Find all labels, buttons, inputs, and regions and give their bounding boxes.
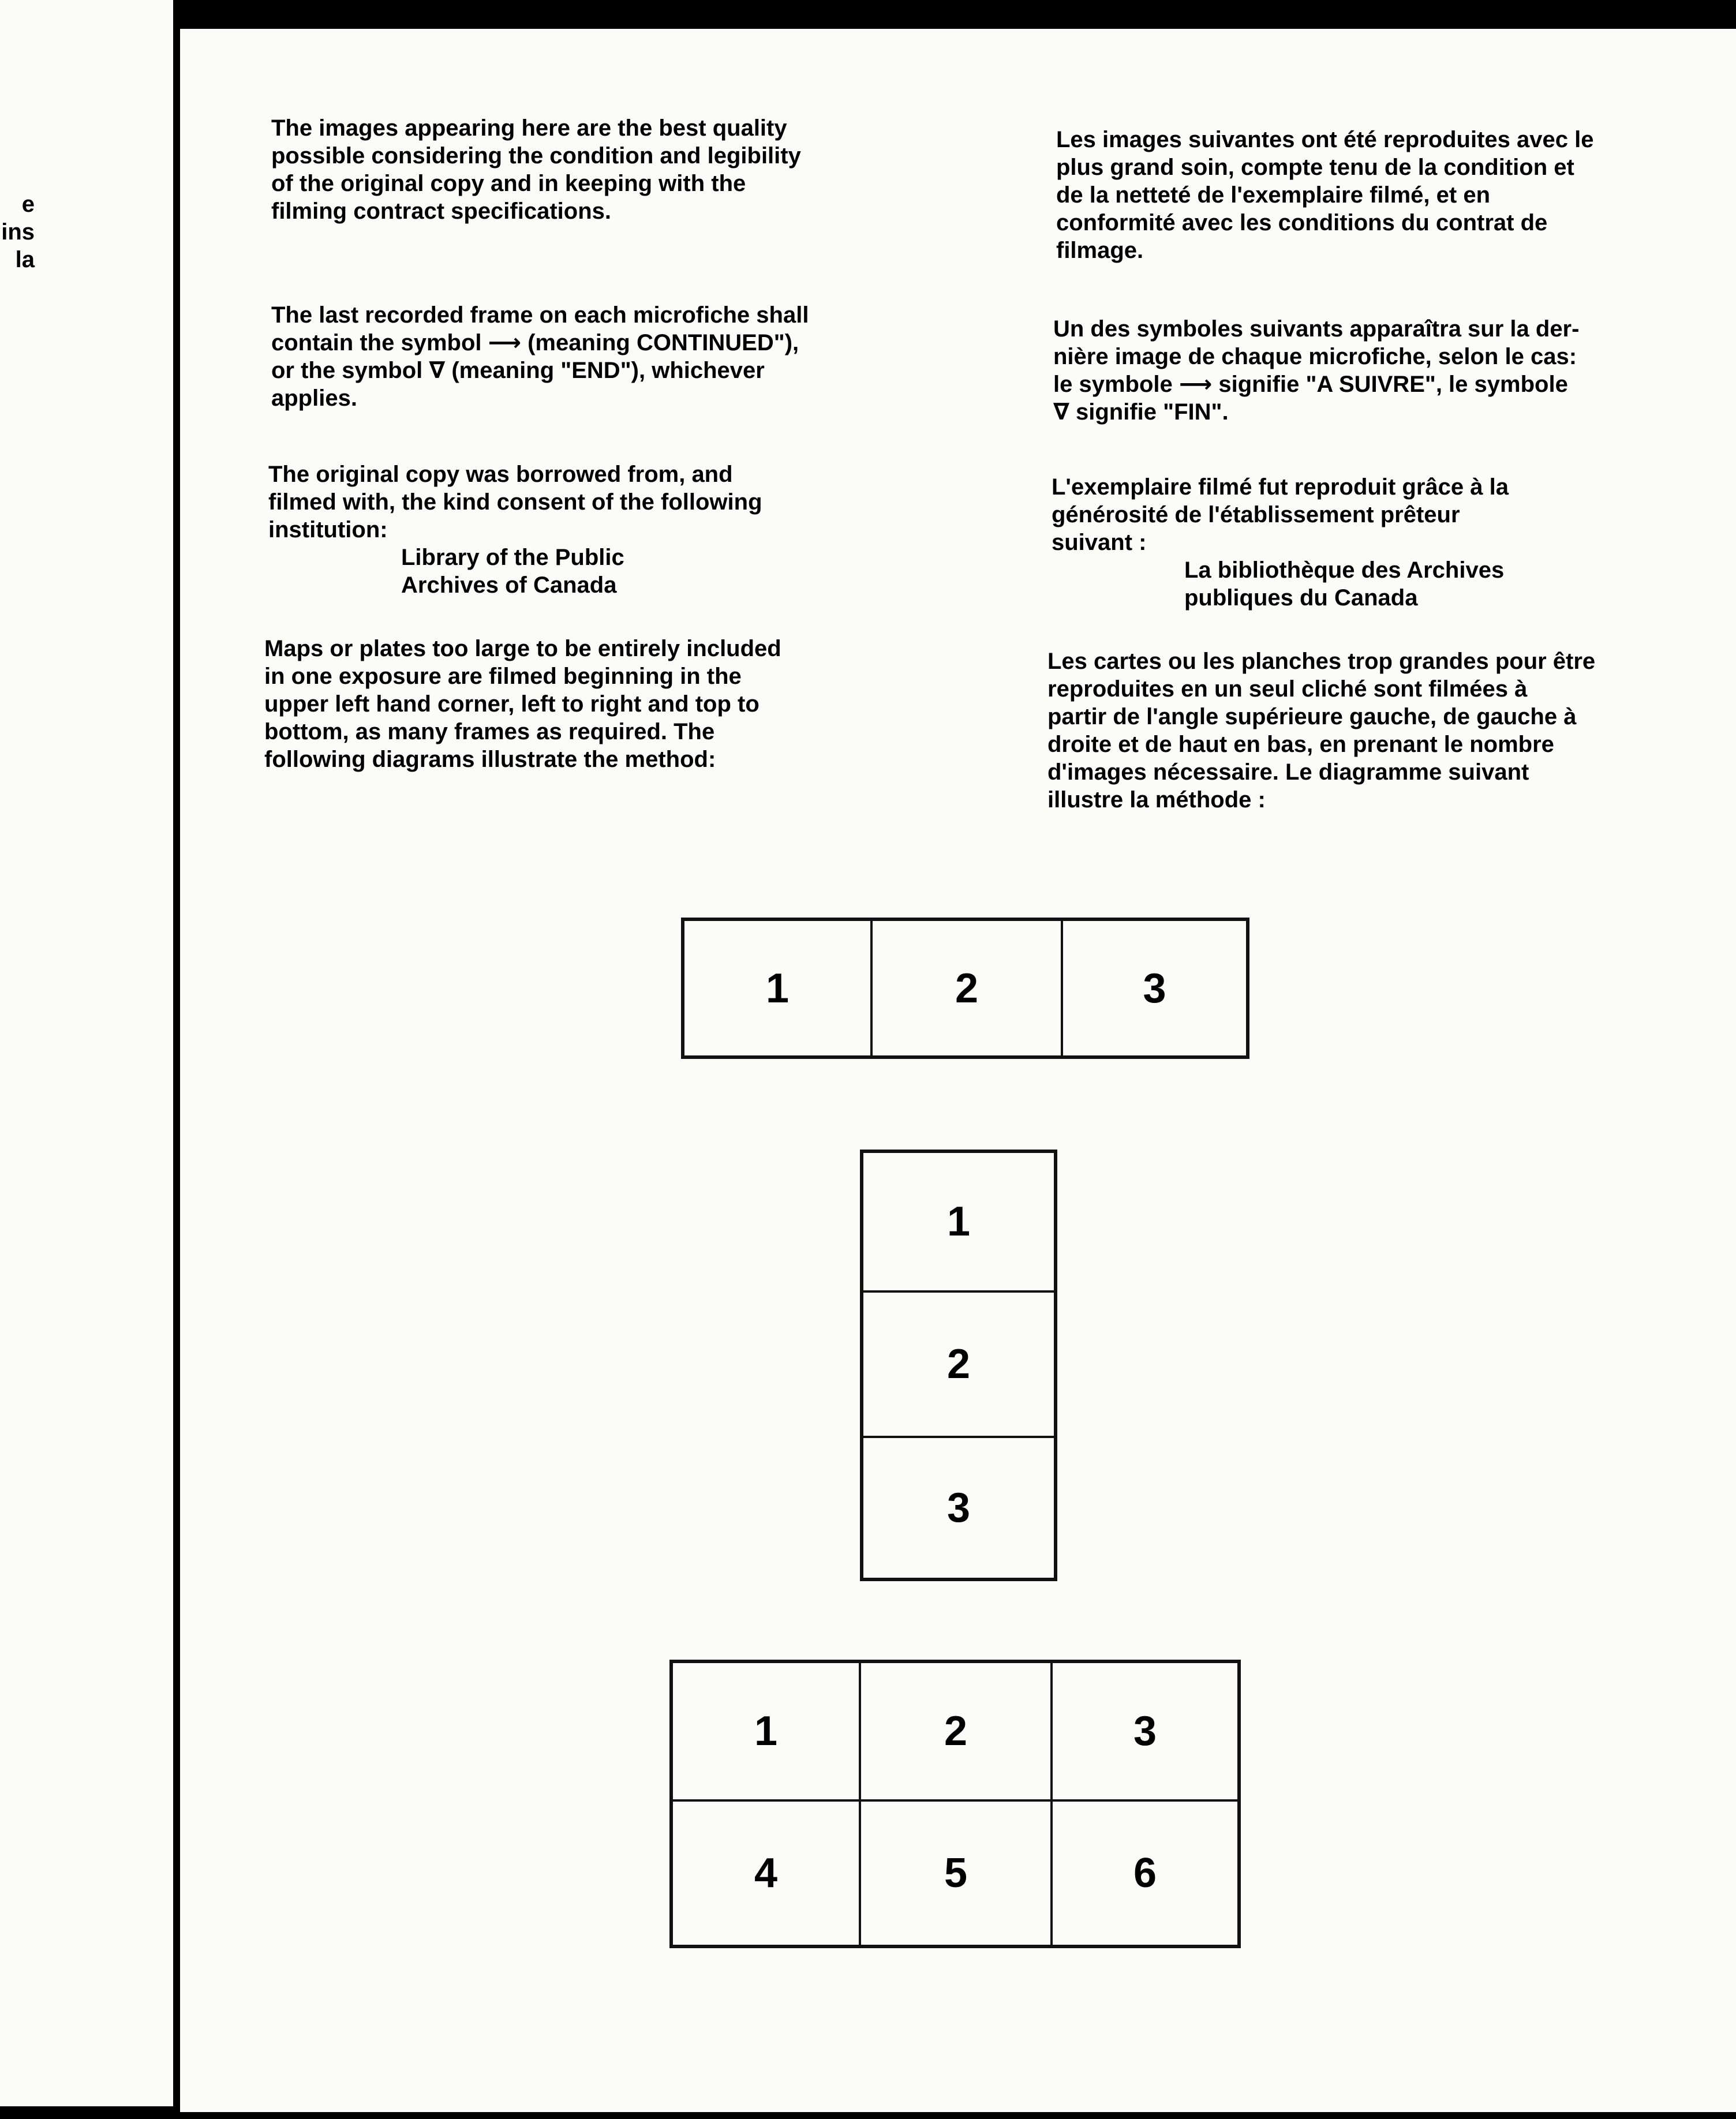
english-institution-paragraph: [268, 461, 762, 599]
frame-cell: 5: [861, 1802, 1053, 1945]
french-consent-text: L'exemplaire filmé fut reproduit grâce à la générosité de l'établissement prêteur suivant :: [1052, 474, 1509, 555]
english-quality-paragraph: The images appearing here are the best quality possible considering the condition and legibility of the original copy and in keeping with the filming contract specifications.: [271, 115, 801, 224]
english-consent-text: The original copy was borrowed from, and filmed with, the kind consent of the following institution:: [268, 462, 762, 542]
frame-cell: 1: [863, 1153, 1054, 1293]
frame-cell: 3: [1143, 965, 1166, 1012]
left-fragment-line: ins: [1, 219, 35, 245]
diagram-row-frames: [681, 918, 1249, 1059]
english-maps-paragraph: Maps or plates too large to be entirely included in one exposure are filmed beginning in the upper left hand corner, left to right and top to bottom, as many frames as required. The following diagrams illustrate the method:: [264, 636, 781, 772]
frame-cell: 1: [673, 1663, 861, 1802]
diagram-column-frames: [860, 1150, 1057, 1581]
left-page: [0, 0, 173, 2106]
frame-cell: 1: [684, 921, 873, 1055]
french-quality-paragraph: Les images suivantes ont été reproduites avec le plus grand soin, compte tenu de la condition et de la netteté de l'exemplaire filmé, et en conformité avec les conditions du contrat de filmage.: [1056, 127, 1594, 263]
frame-cell: 6: [1133, 1850, 1157, 1896]
frame-cell: 3: [1053, 1663, 1237, 1802]
frame-cell: 2: [863, 1293, 1054, 1438]
french-maps-paragraph: Les cartes ou les planches trop grandes pour être reproduites en un seul cliché sont filmées à partir de l'angle supérieure gauche, de gauche à droite et de haut en bas, en prenant le nombre d'images nécessaire. Le diagramme suivant illustre la méthode :: [1047, 649, 1596, 813]
french-institution-paragraph: [1052, 473, 1509, 612]
diagram-grid-frames: [669, 1660, 1241, 1948]
frame-cell: 2: [873, 921, 1063, 1055]
french-institution-name: La bibliothèque des Archives publiques du Canada: [1184, 557, 1505, 611]
left-fragment-line: la: [15, 247, 35, 272]
frame-cell: 4: [673, 1802, 861, 1945]
frame-cell: 2: [861, 1663, 1053, 1802]
french-symbol-paragraph: Un des symboles suivants apparaîtra sur la der- nière image de chaque microfiche, selon le cas: le symbole ⟶ signifie "A SUIVRE", le symbole ∇ signifie "FIN".: [1053, 316, 1580, 425]
frame-cell: 3: [946, 1485, 971, 1531]
left-fragment-line: e: [21, 192, 35, 217]
english-institution-name: Library of the Public Archives of Canada: [401, 545, 624, 598]
english-symbol-paragraph: The last recorded frame on each microfiche shall contain the symbol ⟶ (meaning CONTINUED"), or the symbol ∇ (meaning "END"), whichever applies.: [271, 302, 809, 411]
left-page-text-fragment: [0, 190, 35, 274]
